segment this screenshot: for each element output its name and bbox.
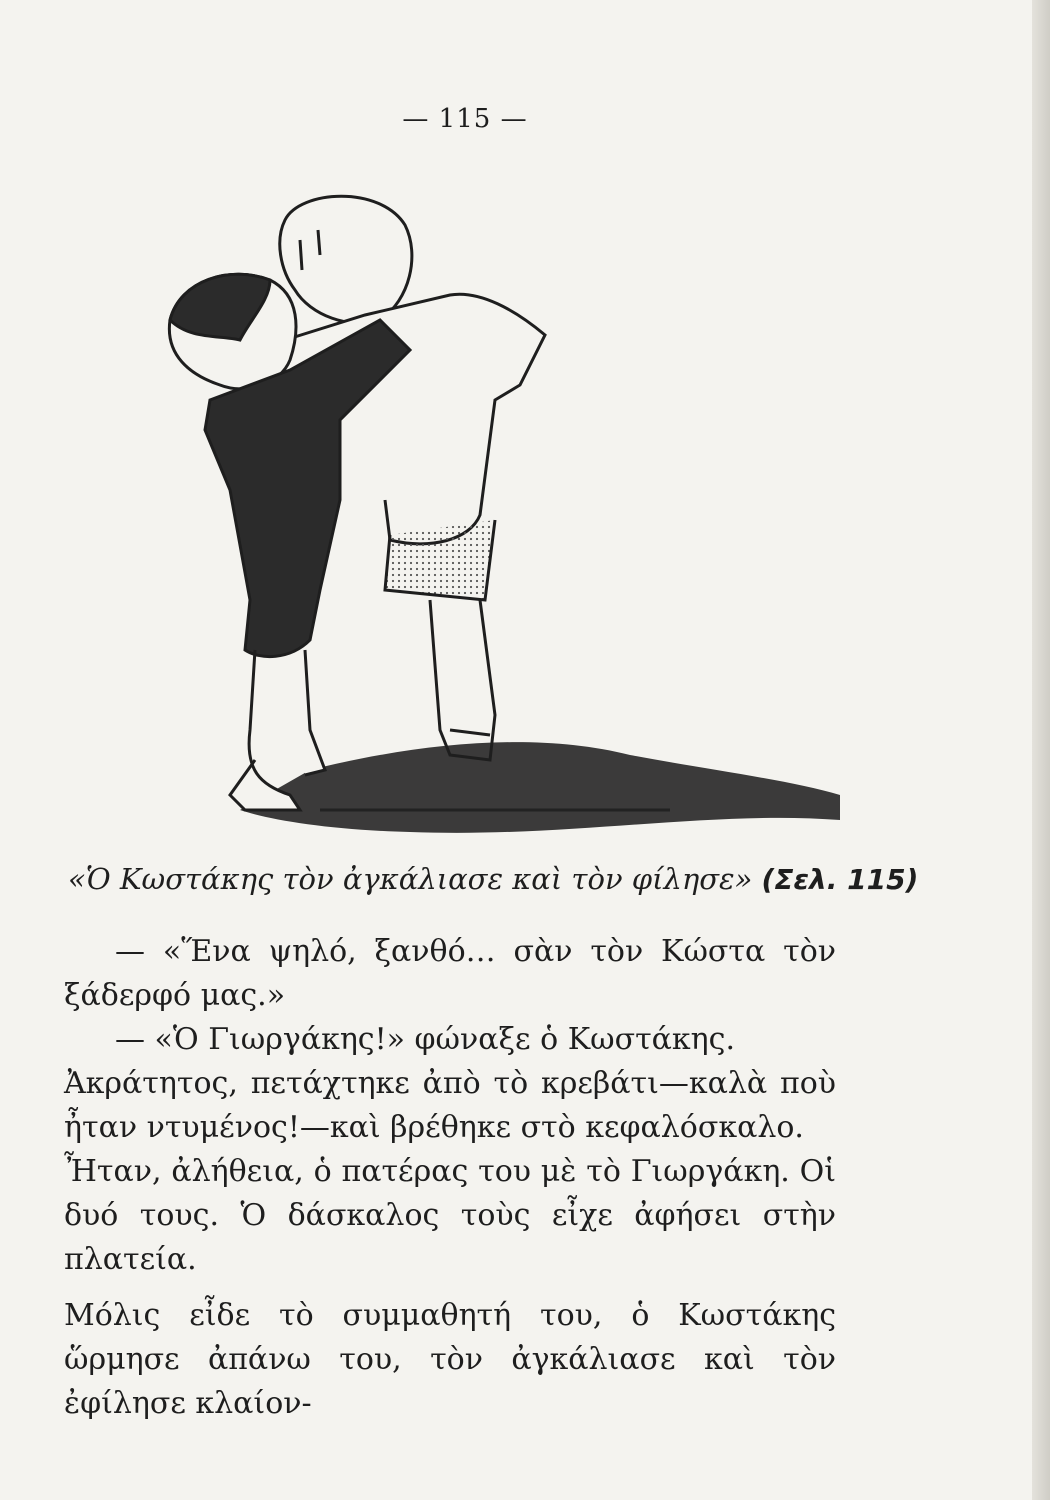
- paragraph: Μόλις εἶδε τὸ συμμαθητή του, ὁ Κωστάκης ὥρμησε ἀπάνω του, τὸν ἀγκάλιασε καὶ τὸν ἐφίλησε κλαίον-: [64, 1298, 836, 1421]
- figure-caption: [68, 862, 919, 896]
- body-text: [64, 930, 836, 1426]
- paragraph: — «Ὁ Γιωργάκης!» φώναξε ὁ Κωστάκης.: [115, 1022, 735, 1057]
- illustration-two-boys-hugging: [150, 170, 850, 850]
- page-number: — 115 —: [402, 104, 528, 134]
- caption-text: «Ὁ Κωστάκης τὸν ἀγκάλιασε καὶ τὸν φίλησε»: [68, 862, 753, 896]
- paragraph: — «Ἕνα ψηλό, ξανθό… σὰν τὸν Κώστα τὸν ξάδερφό μας.»: [64, 934, 836, 1013]
- caption-page-reference: (Σελ. 115): [761, 863, 919, 896]
- paragraph: Ἀκράτητος, πετάχτηκε ἀπὸ τὸ κρεβάτι—καλὰ ποὺ ἦταν ντυμένος!—καὶ βρέθηκε στὸ κεφαλόσκαλο.: [64, 1066, 836, 1145]
- paragraph: Ἦταν, ἀλήθεια, ὁ πατέρας του μὲ τὸ Γιωργάκη. Οἱ δυό τους. Ὁ δάσκαλος τοὺς εἶχε ἀφήσει στὴν πλατεία.: [64, 1154, 836, 1277]
- shadow-on-ground: [240, 742, 840, 833]
- boy-dark: [169, 274, 410, 810]
- page-edge: [1032, 0, 1050, 1500]
